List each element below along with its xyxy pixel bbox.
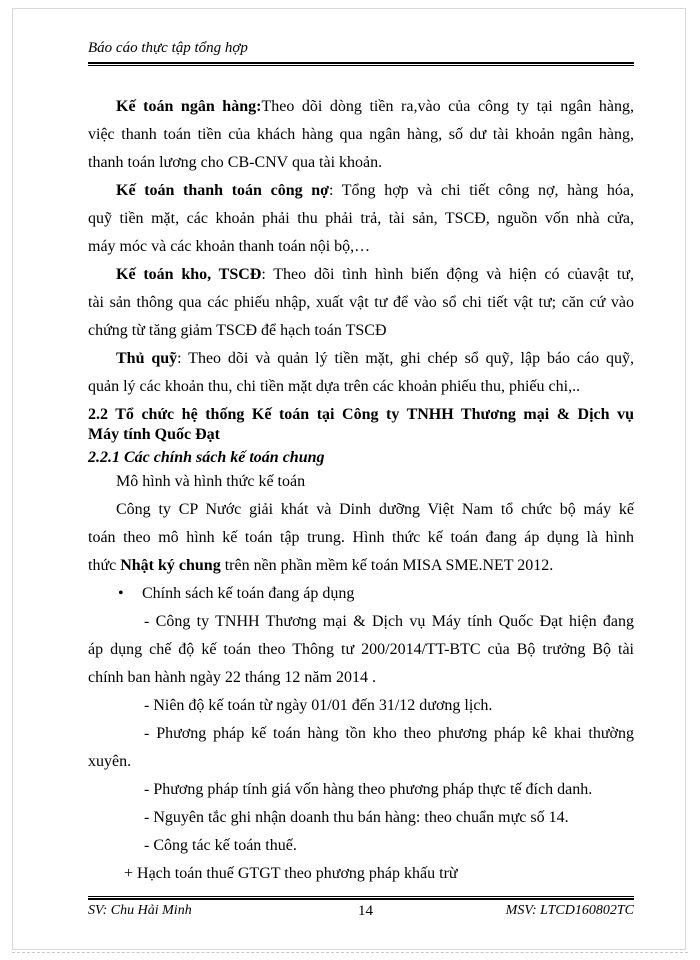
para-bank-line-3: thanh toán lương cho CB-CNV qua tài khoản. xyxy=(88,154,383,171)
footer-student-name: SV: Chu Hải Minh xyxy=(88,903,192,918)
model-line-3-a: thức xyxy=(88,557,121,574)
page-header-title: Báo cáo thực tập tổng hợp xyxy=(88,40,248,56)
policy-line-2: áp dụng chế độ kế toán theo Thông tư 200/2014/TT-BTC của Bộ trưởng Bộ tài xyxy=(88,641,634,658)
page-footer xyxy=(88,903,634,921)
policy-item-vat: + Hạch toán thuế GTGT theo phương pháp khấu trừ xyxy=(124,865,458,882)
policy-line-1: - Công ty TNHH Thương mại & Dịch vụ Máy tính Quốc Đạt hiện đang xyxy=(144,613,634,630)
policy-item-fiscal-year: - Niên độ kế toán từ ngày 01/01 đến 31/12 dương lịch. xyxy=(144,697,493,714)
policy-bullet-label: Chính sách kế toán đang áp dụng xyxy=(142,585,355,602)
para-cashier-line-2: quản lý các khoản thu, chi tiền mặt dựa trên các khoản phiếu thu, phiếu chi,.. xyxy=(88,378,581,395)
para-stock-line-2: tài sản thông qua các phiếu nhập, xuất vật tư để vào sổ chi tiết vật tư; căn cứ vào xyxy=(88,294,634,311)
para-debt-line-2: quỹ tiền mặt, các khoản phải thu phải trả, tài sản, TSCĐ, nguồn vốn nhà cửa, xyxy=(88,210,634,227)
section-heading-line-2: Máy tính Quốc Đạt xyxy=(88,426,220,443)
model-line-3-c: trên nền phần mềm kế toán MISA SME.NET 2012. xyxy=(220,557,554,574)
footer-page-number: 14 xyxy=(358,903,373,919)
para-stock-text-1: : Theo dõi tình hình biến động và hiện có củavật tư, xyxy=(261,266,634,283)
model-line-2: toán theo mô hình kế toán tập trung. Hình thức kế toán đang áp dụng là hình xyxy=(88,529,634,546)
para-stock-lead: Kế toán kho, TSCĐ xyxy=(116,266,262,283)
section-heading-line-1: 2.2 Tổ chức hệ thống Kế toán tại Công ty TNHH Thương mại & Dịch vụ xyxy=(88,406,634,423)
para-cashier-text-1: : Theo dõi và quản lý tiền mặt, ghi chép sổ quỹ, lập báo cáo quỹ, xyxy=(177,350,634,367)
para-bank-line-1 xyxy=(88,97,634,117)
para-bank-line-2: việc thanh toán tiền của khách hàng qua ngân hàng, số dư tài khoản ngân hàng, xyxy=(88,126,634,143)
page-break-line xyxy=(12,952,688,953)
bullet-icon: • xyxy=(118,585,124,602)
policy-item-tax: - Công tác kế toán thuế. xyxy=(144,837,297,854)
para-cashier-lead: Thủ quỹ xyxy=(116,350,178,367)
model-line-3 xyxy=(88,556,553,576)
para-debt-lead: Kế toán thanh toán công nợ xyxy=(116,182,329,199)
footer-student-id: MSV: LTCD160802TC xyxy=(505,903,634,918)
policy-item-inventory-line-2: xuyên. xyxy=(88,753,132,770)
para-stock-line-3: chứng từ tăng giảm TSCĐ để hạch toán TSCĐ xyxy=(88,322,387,339)
policy-line-3: chính ban hành ngày 22 tháng 12 năm 2014 . xyxy=(88,669,376,686)
footer-rule xyxy=(88,896,634,900)
policy-item-inventory-line-1: - Phương pháp kế toán hàng tồn kho theo phương pháp kê khai thường xyxy=(144,725,634,742)
subsection-heading: 2.2.1 Các chính sách kế toán chung xyxy=(88,449,325,466)
para-bank-text-1: Theo dõi dòng tiền ra,vào của công ty tại ngân hàng, xyxy=(261,98,634,115)
policy-item-revenue: - Nguyên tắc ghi nhận doanh thu bán hàng: theo chuẩn mực số 14. xyxy=(144,809,569,826)
policy-item-cost: - Phương pháp tính giá vốn hàng theo phương pháp thực tế đích danh. xyxy=(144,781,593,798)
policy-bullet xyxy=(118,584,354,604)
para-debt-text-1: : Tổng hợp và chi tiết công nợ, hàng hóa, xyxy=(328,182,634,199)
para-stock-line-1 xyxy=(88,265,634,285)
header-rule xyxy=(88,62,634,66)
model-label: Mô hình và hình thức kế toán xyxy=(116,473,306,490)
model-line-3-emph: Nhật ký chung xyxy=(120,557,221,574)
para-debt-line-1 xyxy=(88,181,634,201)
para-bank-lead: Kế toán ngân hàng: xyxy=(116,98,262,115)
para-cashier-line-1 xyxy=(88,349,634,369)
para-debt-line-3: máy móc và các khoản thanh toán nội bộ,… xyxy=(88,238,371,255)
model-line-1: Công ty CP Nước giải khát và Dinh dưỡng Việt Nam tổ chức bộ máy kế xyxy=(116,501,634,518)
